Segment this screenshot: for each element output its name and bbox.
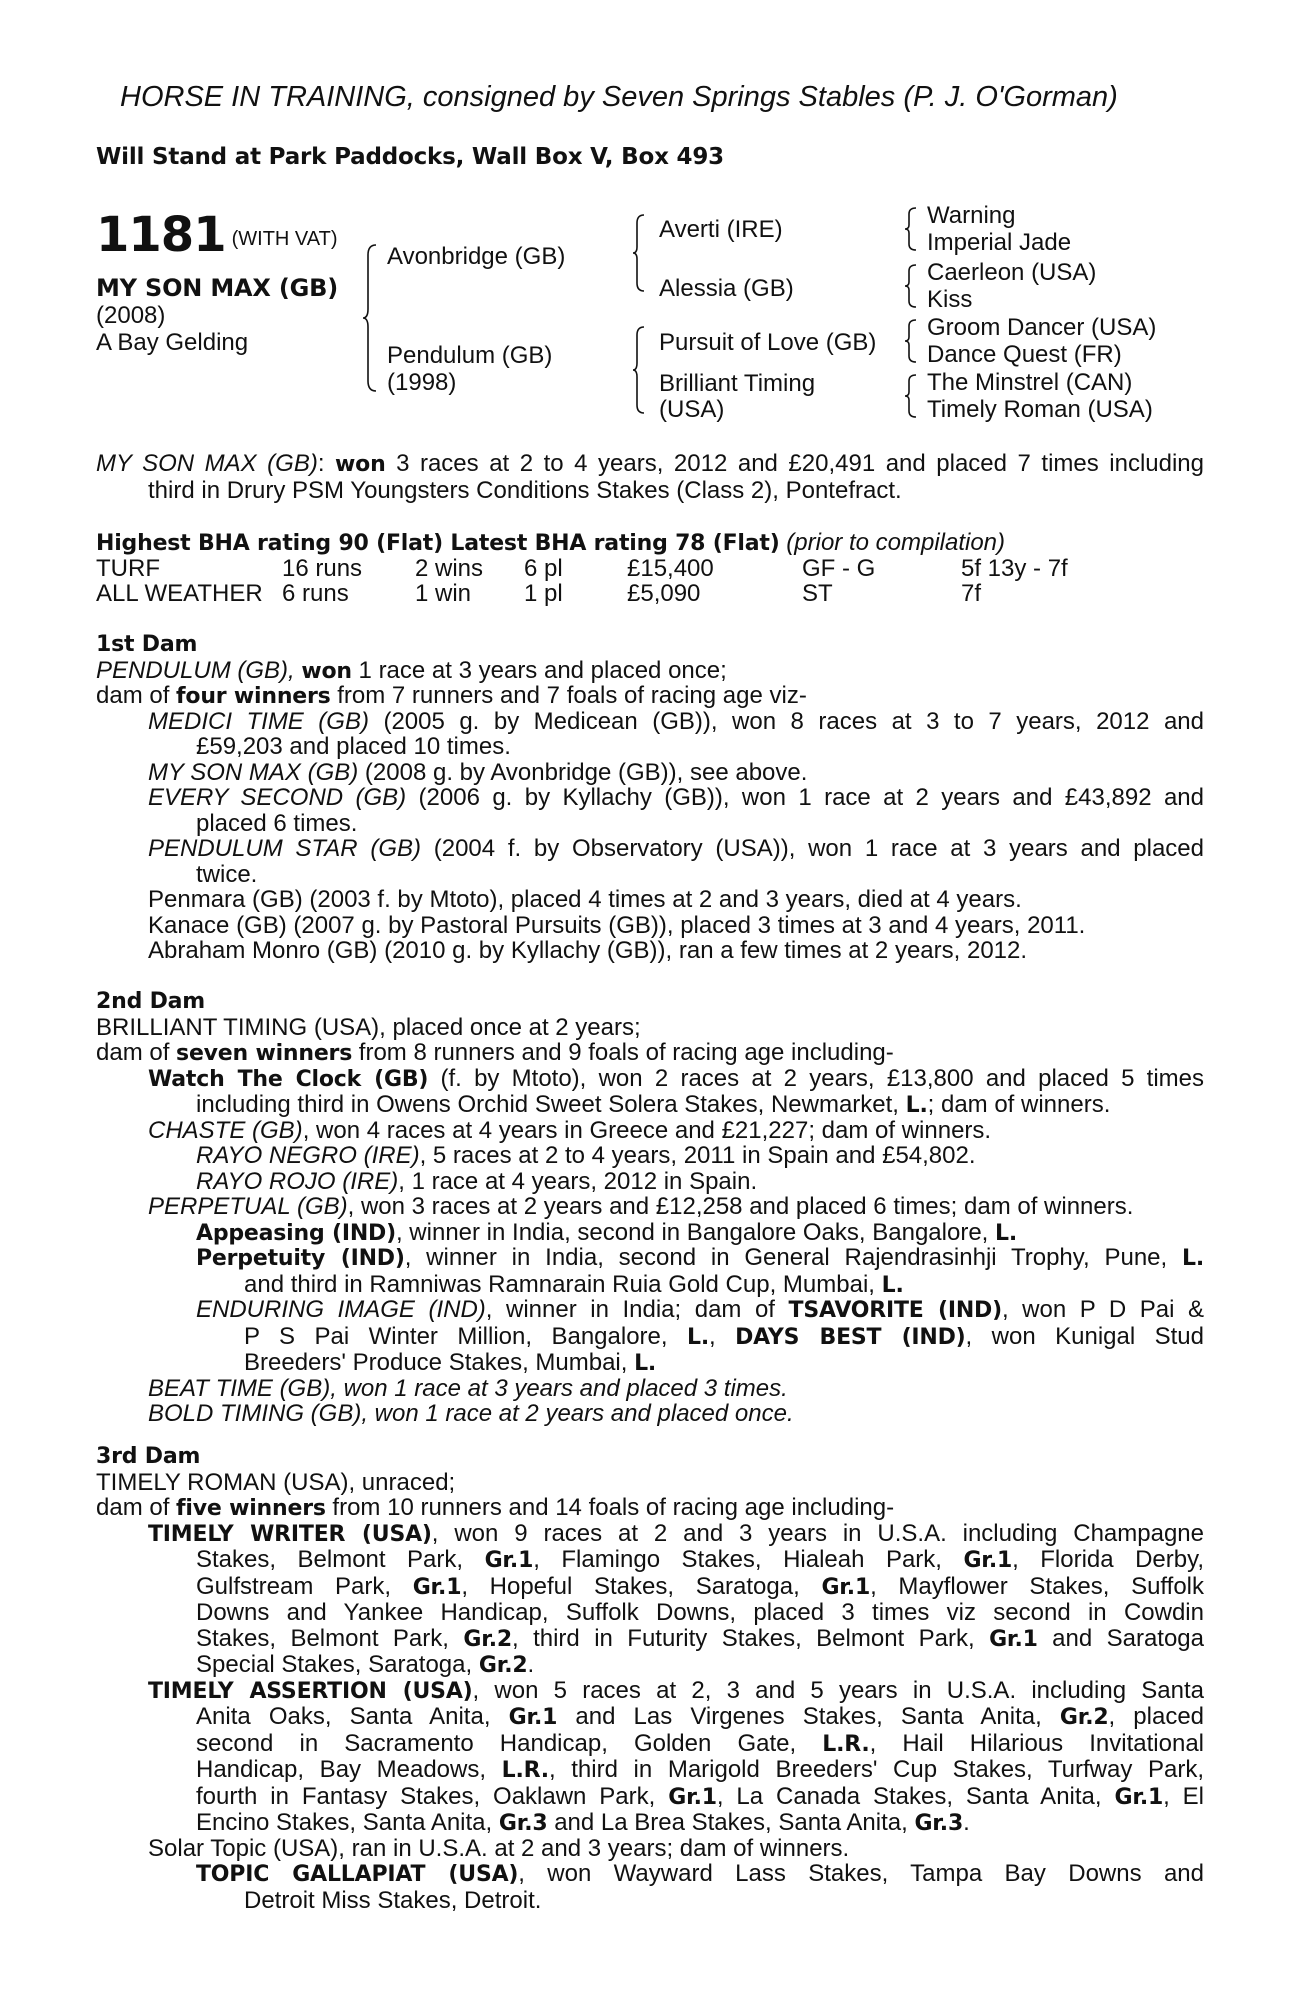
horse-year: (2008) xyxy=(96,302,166,329)
pedigree-g8: Timely Roman (USA) xyxy=(927,396,1153,423)
form-table xyxy=(96,556,1068,607)
third-dam-produce-line: dam of five winners from 10 runners and 14 foals of racing age including- xyxy=(96,1494,895,1521)
third-dam-section xyxy=(96,1444,1204,1913)
horse-name: MY SON MAX (GB) xyxy=(96,274,338,302)
pedigree-dam-year: (1998) xyxy=(387,369,457,396)
produce-my-son-max: MY SON MAX (GB) (2008 g. by Avonbridge (GB)), see above. xyxy=(148,758,808,786)
produce-timely-assertion-2: Anita Oaks, Santa Anita, Gr.1 and Las Virgenes Stakes, Santa Anita, Gr.2, placed xyxy=(196,1703,1205,1730)
race-summary xyxy=(96,451,1204,503)
produce-watch-the-clock: Watch The Clock (GB) (f. by Mtoto), won 2 races at 2 years, £13,800 and placed 5 times xyxy=(148,1064,1204,1092)
pedigree-dam-dam-country: (USA) xyxy=(659,396,725,423)
pedigree-sire-brace xyxy=(632,213,646,293)
first-dam-intro: PENDULUM (GB), won 1 race at 3 years and placed once; xyxy=(96,656,727,684)
produce-bold-timing: BOLD TIMING (GB), won 1 race at 2 years and placed once. xyxy=(148,1400,794,1427)
pedigree-brace-g4 xyxy=(904,373,918,419)
produce-perpetual: PERPETUAL (GB), won 3 races at 2 years and £12,258 and placed 6 times; dam of winners. xyxy=(148,1193,1134,1220)
produce-timely-writer-5: Stakes, Belmont Park, Gr.2, third in Futurity Stakes, Belmont Park, Gr.1 and Saratoga xyxy=(196,1624,1205,1652)
produce-timely-assertion-4: Handicap, Bay Meadows, L.R., third in Marigold Breeders' Cup Stakes, Turfway Park, xyxy=(196,1756,1204,1783)
rating-heading: Highest BHA rating 90 (Flat) Latest BHA rating 78 (Flat) (prior to compilation) xyxy=(96,529,1006,556)
form-row-turf: TURF 16 runs 2 wins 6 pl £15,400 GF - G 5f 13y - 7f xyxy=(96,554,1068,582)
produce-timely-writer-6: Special Stakes, Saratoga, Gr.2. xyxy=(196,1651,535,1678)
rating-block xyxy=(96,530,1204,607)
produce-every-second: EVERY SECOND (GB) (2006 g. by Kyllachy (GB)), won 1 race at 2 years and £43,892 and xyxy=(148,784,1204,811)
pedigree-dam-sire: Pursuit of Love (GB) xyxy=(659,329,877,356)
produce-topic-gallapiat-cont: Detroit Miss Stakes, Detroit. xyxy=(244,1886,542,1914)
horse-description: A Bay Gelding xyxy=(96,329,249,356)
produce-every-second-cont: placed 6 times. xyxy=(196,809,358,837)
produce-enduring-image-cont: P S Pai Winter Million, Bangalore, L., DAYS BEST (IND), won Kunigal Stud xyxy=(244,1322,1204,1350)
produce-timely-assertion: TIMELY ASSERTION (USA), won 5 races at 2, 3 and 5 years in U.S.A. including Santa xyxy=(148,1676,1204,1704)
pedigree-g3: Caerleon (USA) xyxy=(927,259,1097,286)
pedigree-g2: Imperial Jade xyxy=(927,229,1072,256)
produce-perpetuity-cont: and third in Ramniwas Ramnarain Ruia Gold Cup, Mumbai, L. xyxy=(244,1270,904,1298)
pedigree-dam-dam: Brilliant Timing xyxy=(659,370,816,397)
first-dam-produce-line: dam of four winners from 7 runners and 7 foals of racing age viz- xyxy=(96,682,807,709)
produce-timely-assertion-5: fourth in Fantasy Stakes, Oaklawn Park, Gr.1, La Canada Stakes, Santa Anita, Gr.1, El xyxy=(196,1782,1205,1810)
first-dam-heading: 1st Dam xyxy=(96,632,198,657)
pedigree-g1: Warning xyxy=(927,202,1016,229)
pedigree-dam-brace xyxy=(632,325,646,415)
produce-timely-writer-2: Stakes, Belmont Park, Gr.1, Flamingo Stakes, Hialeah Park, Gr.1, Florida Derby, xyxy=(196,1546,1204,1573)
second-dam-section xyxy=(96,989,1204,1427)
produce-rayo-negro: RAYO NEGRO (IRE), 5 races at 2 to 4 years, 2011 in Spain and £54,802. xyxy=(196,1142,976,1169)
pedigree-g5: Groom Dancer (USA) xyxy=(927,314,1157,341)
second-dam-intro: BRILLIANT TIMING (USA), placed once at 2 years; xyxy=(96,1013,641,1041)
produce-timely-assertion-6: Encino Stakes, Santa Anita, Gr.3 and La Brea Stakes, Santa Anita, Gr.3. xyxy=(196,1809,970,1836)
form-row-all-weather: ALL WEATHER 6 runs 1 win 1 pl £5,090 ST 7f xyxy=(96,580,982,607)
produce-beat-time: BEAT TIME (GB), won 1 race at 3 years and placed 3 times. xyxy=(148,1374,788,1402)
produce-appeasing: Appeasing (IND), winner in India, second in Bangalore Oaks, Bangalore, L. xyxy=(196,1218,1017,1246)
pedigree-brace-g3 xyxy=(904,318,918,364)
produce-medici-time: MEDICI TIME (GB) (2005 g. by Medicean (GB)), won 8 races at 3 to 7 years, 2012 and xyxy=(148,707,1205,735)
pedigree-brace-g2 xyxy=(904,263,918,309)
produce-timely-writer: TIMELY WRITER (USA), won 9 races at 2 and 3 years in U.S.A. including Champagne xyxy=(148,1519,1204,1547)
pedigree-sire: Avonbridge (GB) xyxy=(387,243,566,270)
produce-topic-gallapiat: TOPIC GALLAPIAT (USA), won Wayward Lass Stakes, Tampa Bay Downs and xyxy=(196,1860,1204,1887)
produce-kanace: Kanace (GB) (2007 g. by Pastoral Pursuits (GB)), placed 3 times at 3 and 4 years, 2011. xyxy=(148,911,1086,939)
page-title: HORSE IN TRAINING, consigned by Seven Springs Stables (P. J. O'Gorman) xyxy=(120,81,1118,113)
produce-watch-the-clock-cont: including third in Owens Orchid Sweet Solera Stakes, Newmarket, L.; dam of winners. xyxy=(196,1091,1111,1118)
produce-medici-time-cont: £59,203 and placed 10 times. xyxy=(196,733,511,760)
lot-number: 1181 xyxy=(96,207,226,263)
first-dam-section xyxy=(96,632,1204,964)
pedigree-brace-g1 xyxy=(904,206,918,252)
third-dam-intro: TIMELY ROMAN (USA), unraced; xyxy=(96,1468,456,1496)
pedigree-g4: Kiss xyxy=(927,286,973,313)
produce-timely-assertion-3: second in Sacramento Handicap, Golden Gate, L.R., Hail Hilarious Invitational xyxy=(196,1729,1204,1757)
produce-pendulum-star-cont: twice. xyxy=(196,860,258,888)
pedigree-g7: The Minstrel (CAN) xyxy=(927,369,1133,396)
second-dam-heading: 2nd Dam xyxy=(96,989,206,1014)
summary-line-2: third in Drury PSM Youngsters Conditions Stakes (Class 2), Pontefract. xyxy=(148,476,902,504)
lot-number-row xyxy=(96,207,338,263)
produce-enduring-image: ENDURING IMAGE (IND), winner in India; dam of TSAVORITE (IND), won P D Pai & xyxy=(196,1296,1204,1323)
produce-pendulum-star: PENDULUM STAR (GB) (2004 f. by Observatory (USA)), won 1 race at 3 years and placed xyxy=(148,835,1204,862)
produce-enduring-image-cont-2: Breeders' Produce Stakes, Mumbai, L. xyxy=(244,1349,657,1376)
produce-penmara: Penmara (GB) (2003 f. by Mtoto), placed 4 times at 2 and 3 years, died at 4 years. xyxy=(148,886,1022,913)
pedigree-dam: Pendulum (GB) xyxy=(387,342,553,369)
produce-perpetuity: Perpetuity (IND), winner in India, second in General Rajendrasinhji Trophy, Pune, L. xyxy=(196,1244,1204,1271)
pedigree-main-brace xyxy=(362,243,378,393)
produce-timely-writer-3: Gulfstream Park, Gr.1, Hopeful Stakes, Saratoga, Gr.1, Mayflower Stakes, Suffolk xyxy=(196,1572,1205,1600)
second-dam-produce-line: dam of seven winners from 8 runners and 9 foals of racing age including- xyxy=(96,1039,894,1066)
produce-chaste: CHASTE (GB), won 4 races at 4 years in Greece and £21,227; dam of winners. xyxy=(148,1116,992,1144)
produce-solar-topic: Solar Topic (USA), ran in U.S.A. at 2 and 3 years; dam of winners. xyxy=(148,1834,850,1862)
produce-abraham-monro: Abraham Monro (GB) (2010 g. by Kyllachy (GB)), ran a few times at 2 years, 2012. xyxy=(148,937,1028,964)
stand-location: Will Stand at Park Paddocks, Wall Box V, Box 493 xyxy=(96,144,724,170)
pedigree-g6: Dance Quest (FR) xyxy=(927,341,1122,368)
third-dam-heading: 3rd Dam xyxy=(96,1444,201,1469)
pedigree-sire-dam: Alessia (GB) xyxy=(659,275,794,302)
vat-note: (WITH VAT) xyxy=(231,228,338,250)
produce-rayo-rojo: RAYO ROJO (IRE), 1 race at 4 years, 2012 in Spain. xyxy=(196,1167,758,1195)
pedigree-sire-sire: Averti (IRE) xyxy=(659,216,783,243)
produce-timely-writer-4: Downs and Yankee Handicap, Suffolk Downs, placed 3 times viz second in Cowdin xyxy=(196,1599,1204,1626)
summary-line-1: MY SON MAX (GB): won 3 races at 2 to 4 years, 2012 and £20,491 and placed 7 times including xyxy=(96,450,1205,477)
